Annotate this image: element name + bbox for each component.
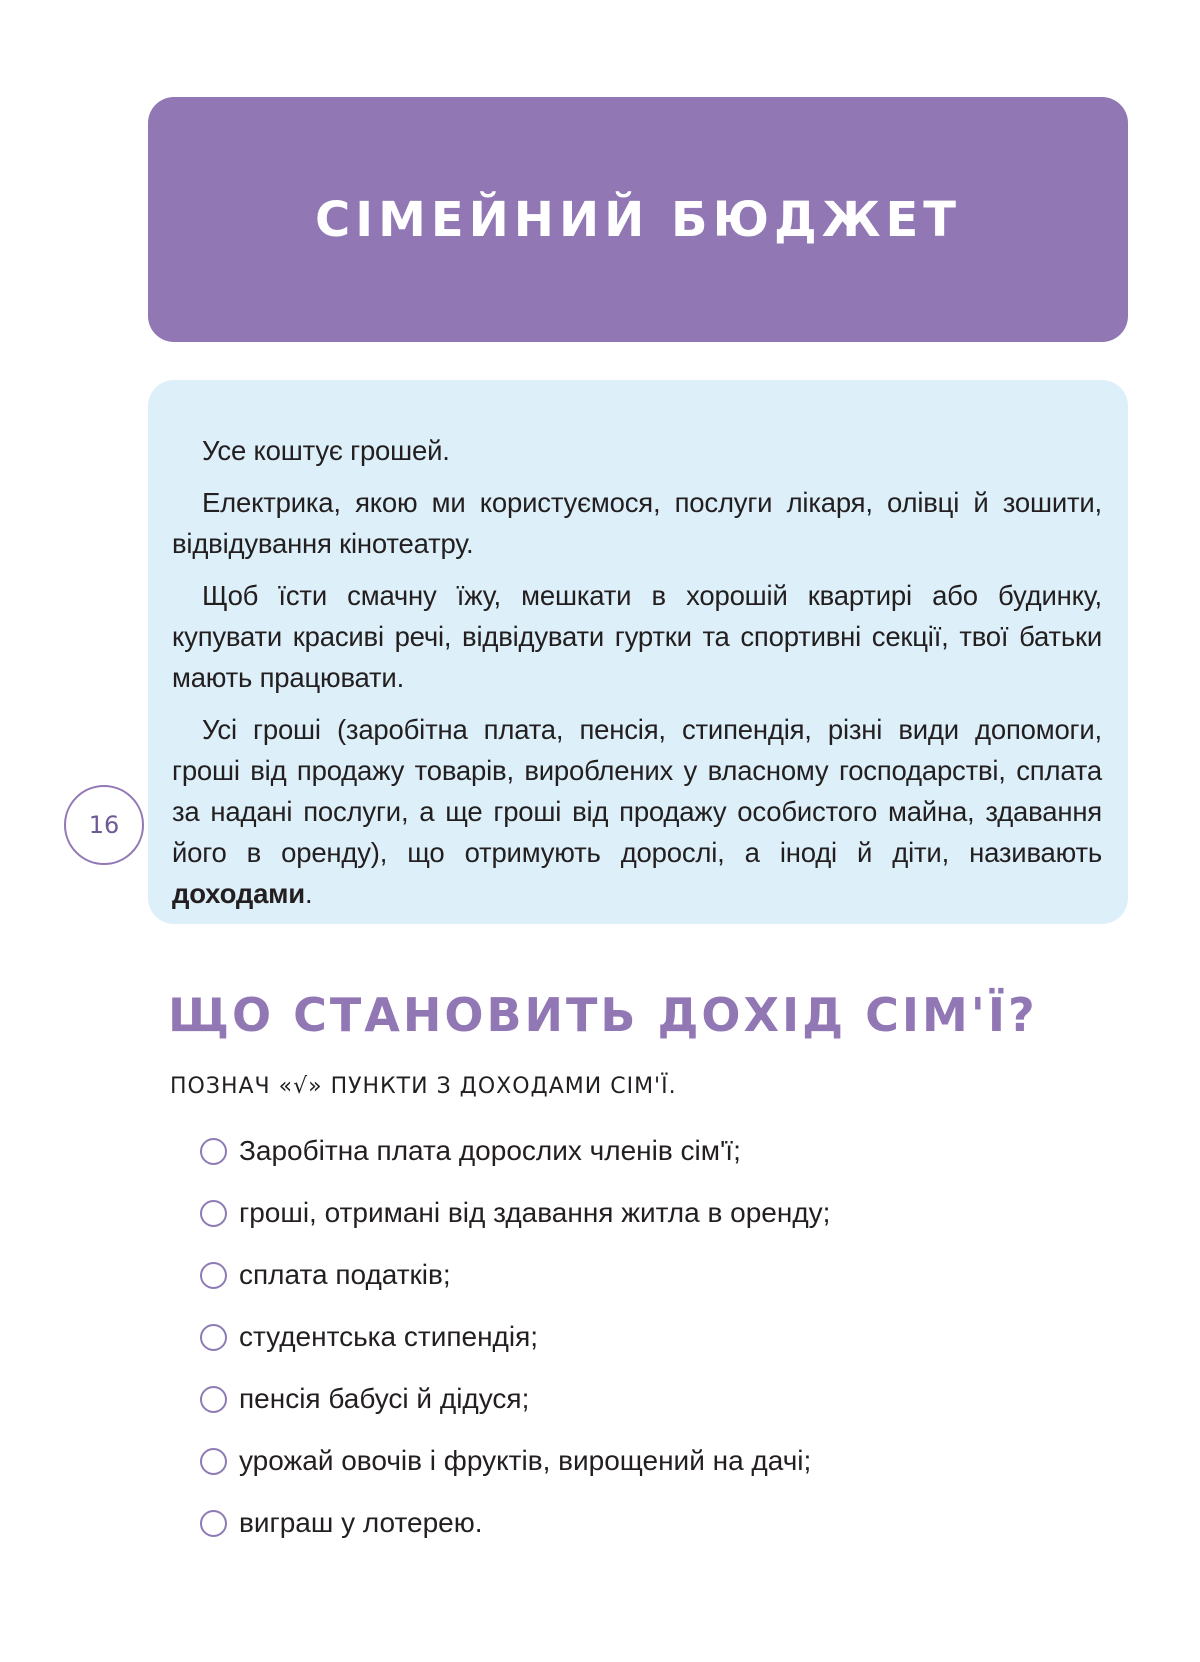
page-title: СІМЕЙНИЙ БЮДЖЕТ <box>314 191 961 248</box>
info-box <box>148 380 1128 924</box>
option-label: урожай овочів і фруктів, вирощений на дачі; <box>239 1445 812 1476</box>
title-banner <box>148 97 1128 342</box>
option-item[interactable] <box>200 1306 830 1368</box>
option-item[interactable] <box>200 1120 830 1182</box>
option-item[interactable] <box>200 1182 830 1244</box>
option-label: Заробітна плата дорослих членів сім'ї; <box>239 1135 741 1166</box>
option-label: сплата податків; <box>239 1259 451 1290</box>
info-paragraph: Усе коштує грошей. <box>202 435 450 466</box>
option-label: виграш у лотерею. <box>239 1507 483 1538</box>
info-paragraph: Електрика, якою ми користуємося, послуги лікаря, олівці й зошити, відвідування кінотеатру. <box>172 487 1102 559</box>
info-paragraph-income <box>172 709 1102 914</box>
income-definition-end: . <box>305 878 313 909</box>
option-item[interactable] <box>200 1492 830 1554</box>
income-definition-text: Усі гроші (заробітна плата, пенсія, стипендія, різні види допомоги, гроші від продажу товарів, вироблених у власному господарстві, сплата за надані послуги, а ще гроші від продажу особистого майна, здавання його в оренду), що отримують дорослі, а іноді й діти, називають <box>172 714 1102 868</box>
income-options-list <box>200 1120 830 1554</box>
option-label: студентська стипендія; <box>239 1321 539 1352</box>
radio-circle[interactable] <box>200 1386 227 1413</box>
income-term: доходами <box>172 878 306 909</box>
radio-circle[interactable] <box>200 1262 227 1289</box>
page-number: 16 <box>64 785 144 865</box>
option-label: пенсія бабусі й дідуся; <box>239 1383 530 1414</box>
radio-circle[interactable] <box>200 1510 227 1537</box>
radio-circle[interactable] <box>200 1138 227 1165</box>
instruction-text: ПОЗНАЧ «√» ПУНКТИ З ДОХОДАМИ СІМ'Ї. <box>170 1074 677 1099</box>
radio-circle[interactable] <box>200 1324 227 1351</box>
option-item[interactable] <box>200 1368 830 1430</box>
radio-circle[interactable] <box>200 1200 227 1227</box>
radio-circle[interactable] <box>200 1448 227 1475</box>
option-label: гроші, отримані від здавання житла в оренду; <box>239 1197 831 1228</box>
option-item[interactable] <box>200 1244 830 1306</box>
info-paragraph: Щоб їсти смачну їжу, мешкати в хорошій квартирі або будинку, купувати красиві речі, відвідувати гуртки та спортивні секції, твої батьки мають працювати. <box>172 580 1102 693</box>
option-item[interactable] <box>200 1430 830 1492</box>
section-heading: ЩО СТАНОВИТЬ ДОХІД СІМ'Ї? <box>168 988 1038 1042</box>
